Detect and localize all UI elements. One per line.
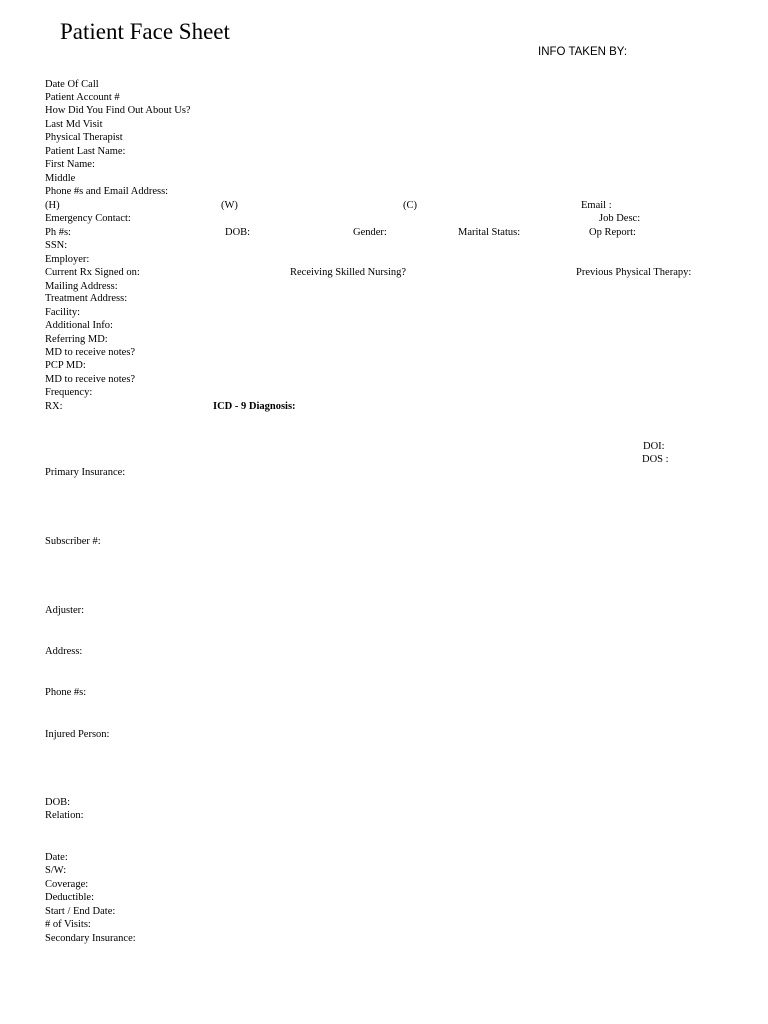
home-phone-label: (H)	[45, 200, 60, 211]
treatment-address-label: Treatment Address:	[45, 293, 128, 304]
relation-label: Relation:	[45, 810, 84, 821]
sw-label: S/W:	[45, 865, 67, 876]
emergency-contact-label: Emergency Contact:	[45, 213, 131, 224]
job-desc-label: Job Desc:	[599, 213, 641, 224]
deductible-label: Deductible:	[45, 892, 94, 903]
how-found-label: How Did You Find Out About Us?	[45, 105, 191, 116]
frequency-label: Frequency:	[45, 387, 93, 398]
referring-md-label: Referring MD:	[45, 334, 108, 345]
middle-label: Middle	[45, 173, 76, 184]
marital-status-label: Marital Status:	[458, 227, 521, 238]
dos-label: DOS :	[642, 454, 669, 465]
date-label: Date:	[45, 852, 68, 863]
physical-therapist-label: Physical Therapist	[45, 132, 123, 143]
dob-label: DOB:	[225, 227, 251, 238]
phone-label: Phone #s:	[45, 687, 87, 698]
injured-dob-label: DOB:	[45, 797, 71, 808]
date-of-call-label: Date Of Call	[45, 79, 99, 90]
start-end-date-label: Start / End Date:	[45, 906, 116, 917]
email-label: Email :	[581, 200, 612, 211]
previous-pt-label: Previous Physical Therapy:	[576, 267, 692, 278]
patient-account-label: Patient Account #	[45, 92, 120, 103]
adjuster-label: Adjuster:	[45, 605, 85, 616]
info-taken-by-label: INFO TAKEN BY:	[538, 46, 628, 58]
primary-insurance-label: Primary Insurance:	[45, 467, 126, 478]
work-phone-label: (W)	[221, 200, 238, 211]
md-receive-notes-label-2: MD to receive notes?	[45, 374, 136, 385]
mailing-address-label: Mailing Address:	[45, 281, 118, 292]
patient-last-name-label: Patient Last Name:	[45, 146, 126, 157]
additional-info-label: Additional Info:	[45, 320, 113, 331]
secondary-insurance-label: Secondary Insurance:	[45, 933, 136, 944]
md-receive-notes-label: MD to receive notes?	[45, 347, 136, 358]
subscriber-label: Subscriber #:	[45, 536, 101, 547]
icd9-diagnosis-label: ICD - 9 Diagnosis:	[213, 401, 296, 412]
last-md-visit-label: Last Md Visit	[45, 119, 103, 130]
cell-phone-label: (C)	[403, 200, 417, 211]
address-label: Address:	[45, 646, 83, 657]
first-name-label: First Name:	[45, 159, 95, 170]
facility-label: Facility:	[45, 307, 80, 318]
injured-person-label: Injured Person:	[45, 729, 110, 740]
rx-label: RX:	[45, 401, 63, 412]
ph-label: Ph #s:	[45, 227, 71, 238]
op-report-label: Op Report:	[589, 227, 636, 238]
current-rx-label: Current Rx Signed on:	[45, 267, 140, 278]
skilled-nursing-label: Receiving Skilled Nursing?	[290, 267, 407, 278]
page-title: Patient Face Sheet	[60, 19, 230, 44]
coverage-label: Coverage:	[45, 879, 89, 890]
gender-label: Gender:	[353, 227, 387, 238]
phone-email-label: Phone #s and Email Address:	[45, 186, 169, 197]
num-visits-label: # of Visits:	[45, 919, 91, 930]
ssn-label: SSN:	[45, 240, 68, 251]
doi-label: DOI:	[643, 441, 665, 452]
employer-label: Employer:	[45, 254, 90, 265]
pcp-md-label: PCP MD:	[45, 360, 86, 371]
